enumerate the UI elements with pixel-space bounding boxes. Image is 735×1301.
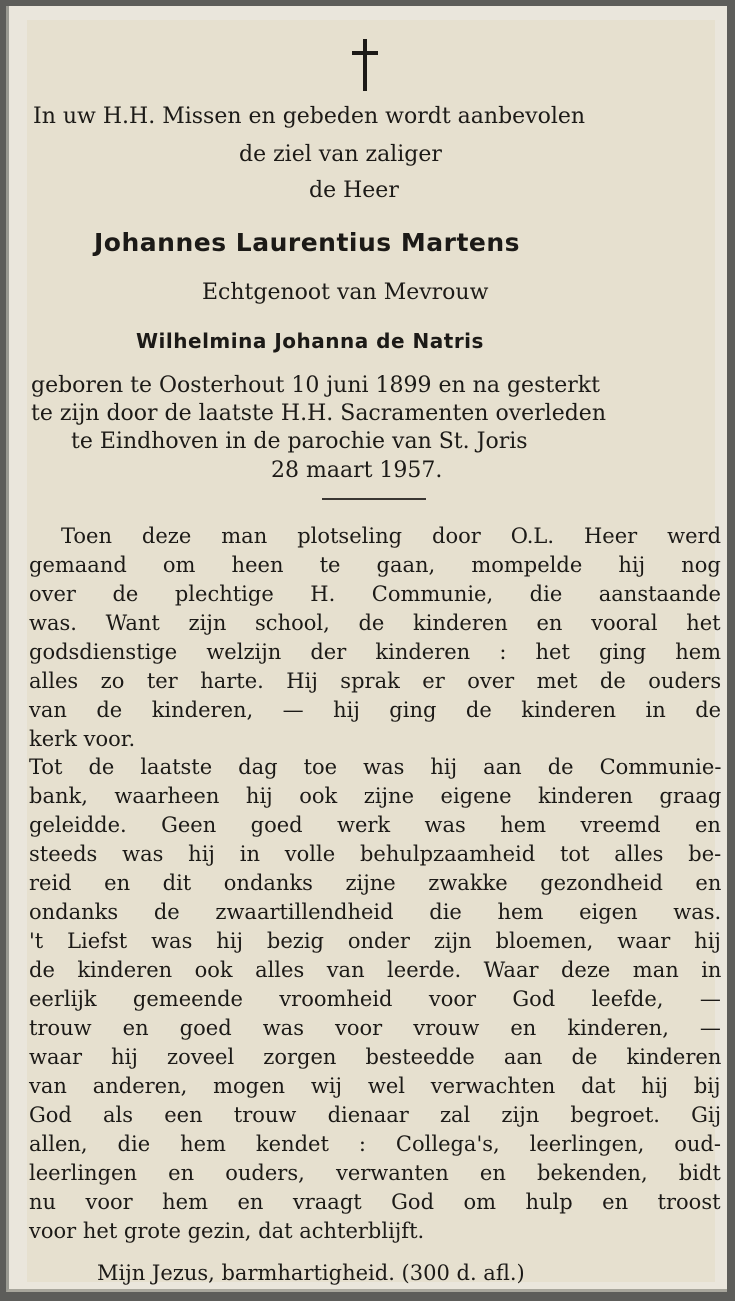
prayer-line: Mijn Jezus, barmhartigheid. (300 d. afl.) (97, 1261, 525, 1285)
body-line: van de kinderen, — hij ging de kinderen in de (29, 698, 722, 722)
body-line: godsdienstige welzijn der kinderen : het ging hem (29, 640, 722, 664)
body-line: eerlijk gemeende vroomheid voor God leefde, — (29, 987, 721, 1011)
body-line: reid en dit ondanks zijne zwakke gezondheid en (29, 871, 722, 895)
intro-line-3: de Heer (309, 178, 399, 203)
birth-death-line-2: te zijn door de laatste H.H. Sacramenten overleden (31, 401, 606, 426)
birth-death-line-4: 28 maart 1957. (271, 458, 443, 483)
body-line: allen, die hem kendet : Collega's, leerlingen, oud- (29, 1132, 721, 1156)
body-line: waar hij zoveel zorgen besteedde aan de kinderen (29, 1045, 722, 1069)
body-line: Tot de laatste dag toe was hij aan de Communie- (29, 755, 722, 779)
body-line: gemaand om heen te gaan, mompelde hij nog (29, 553, 721, 577)
body-line: 't Liefst was hij bezig onder zijn bloemen, waar hij (29, 929, 721, 953)
birth-death-line-3: te Eindhoven in de parochie van St. Joris (71, 429, 528, 454)
body-line: de kinderen ook alles van leerde. Waar deze man in (29, 958, 722, 982)
intro-line-2: de ziel van zaliger (239, 142, 442, 167)
body-line: voor het grote gezin, dat achterblijft. (29, 1219, 425, 1243)
body-line: steeds was hij in volle behulpzaamheid tot alles be- (29, 842, 722, 866)
cross-icon (352, 39, 378, 91)
body-line: kerk voor. (29, 727, 136, 751)
body-line: trouw en goed was voor vrouw en kinderen, — (29, 1016, 721, 1040)
spouse-name: Wilhelmina Johanna de Natris (136, 329, 484, 353)
body-line: nu voor hem en vraagt God om hulp en troost (29, 1190, 721, 1214)
body-line: geleidde. Geen goed werk was hem vreemd en (29, 813, 721, 837)
body-line: ondanks de zwaartillendheid die hem eigen was. (29, 900, 722, 924)
deceased-name: Johannes Laurentius Martens (94, 228, 521, 257)
body-line: van anderen, mogen wij wel verwachten dat hij bij (29, 1074, 721, 1098)
memorial-card (6, 6, 727, 1292)
divider-rule (322, 498, 426, 500)
body-line: was. Want zijn school, de kinderen en vooral het (29, 611, 721, 635)
body-line: Toen deze man plotseling door O.L. Heer werd (61, 524, 722, 548)
body-line: leerlingen en ouders, verwanten en bekenden, bidt (29, 1161, 721, 1185)
body-line: over de plechtige H. Communie, die aanstaande (29, 582, 721, 606)
spouse-intro: Echtgenoot van Mevrouw (202, 280, 489, 305)
birth-death-line-1: geboren te Oosterhout 10 juni 1899 en na gesterkt (31, 373, 600, 398)
body-line: God als een trouw dienaar zal zijn begroet. Gij (29, 1103, 722, 1127)
body-line: bank, waarheen hij ook zijne eigene kinderen graag (29, 784, 722, 808)
body-line: alles zo ter harte. Hij sprak er over met de ouders (29, 669, 722, 693)
intro-line-1: In uw H.H. Missen en gebeden wordt aanbevolen (33, 104, 586, 129)
